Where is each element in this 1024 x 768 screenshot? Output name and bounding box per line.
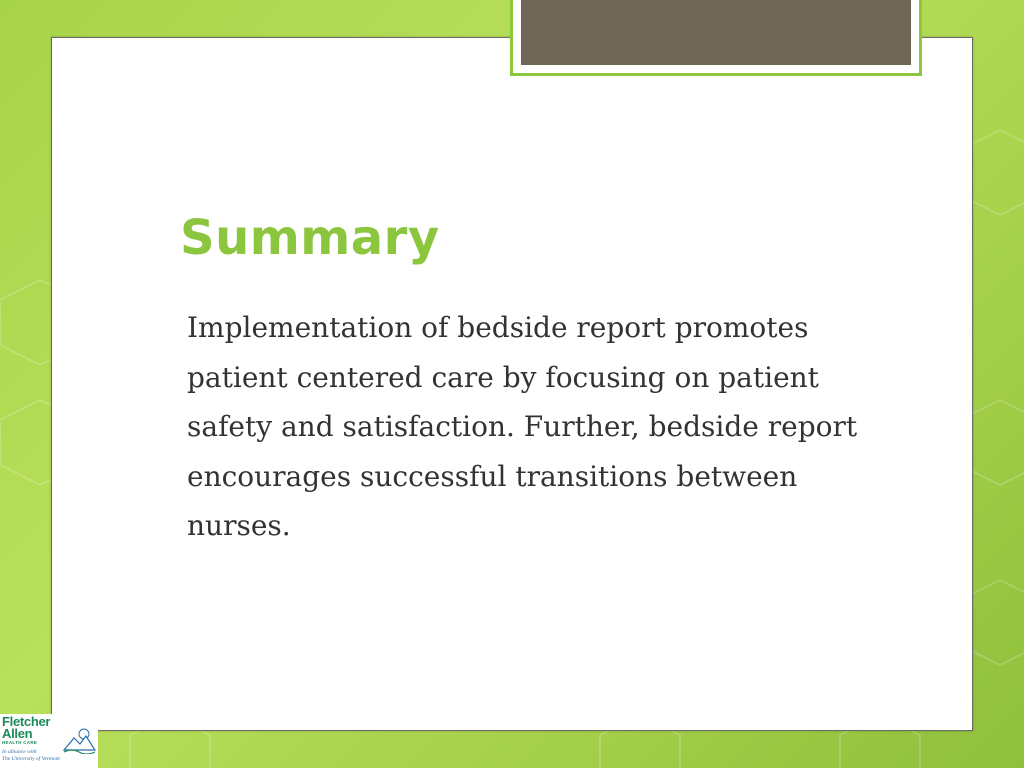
- slide-content-panel: [51, 37, 973, 731]
- mountain-logo-icon: [62, 726, 96, 754]
- slide-body-text: Implementation of bedside report promotes patient centered care by focusing on patient safety and satisfaction. Further, bedside report encourages successful transitions between nurses.: [187, 311, 858, 542]
- logo-name-line2: Allen: [2, 726, 33, 741]
- logo-name-line1: Fletcher: [2, 714, 51, 729]
- logo-subtitle: HEALTH CARE: [2, 740, 38, 745]
- fletcher-allen-logo: [0, 714, 98, 768]
- slide-title: Summary: [180, 210, 440, 266]
- logo-tagline-line1: In alliance with: [2, 749, 37, 755]
- logo-tagline-line2: The University of Vermont: [2, 755, 60, 762]
- decorative-header-tab: [510, 0, 922, 76]
- decorative-header-tab-fill: [521, 0, 911, 65]
